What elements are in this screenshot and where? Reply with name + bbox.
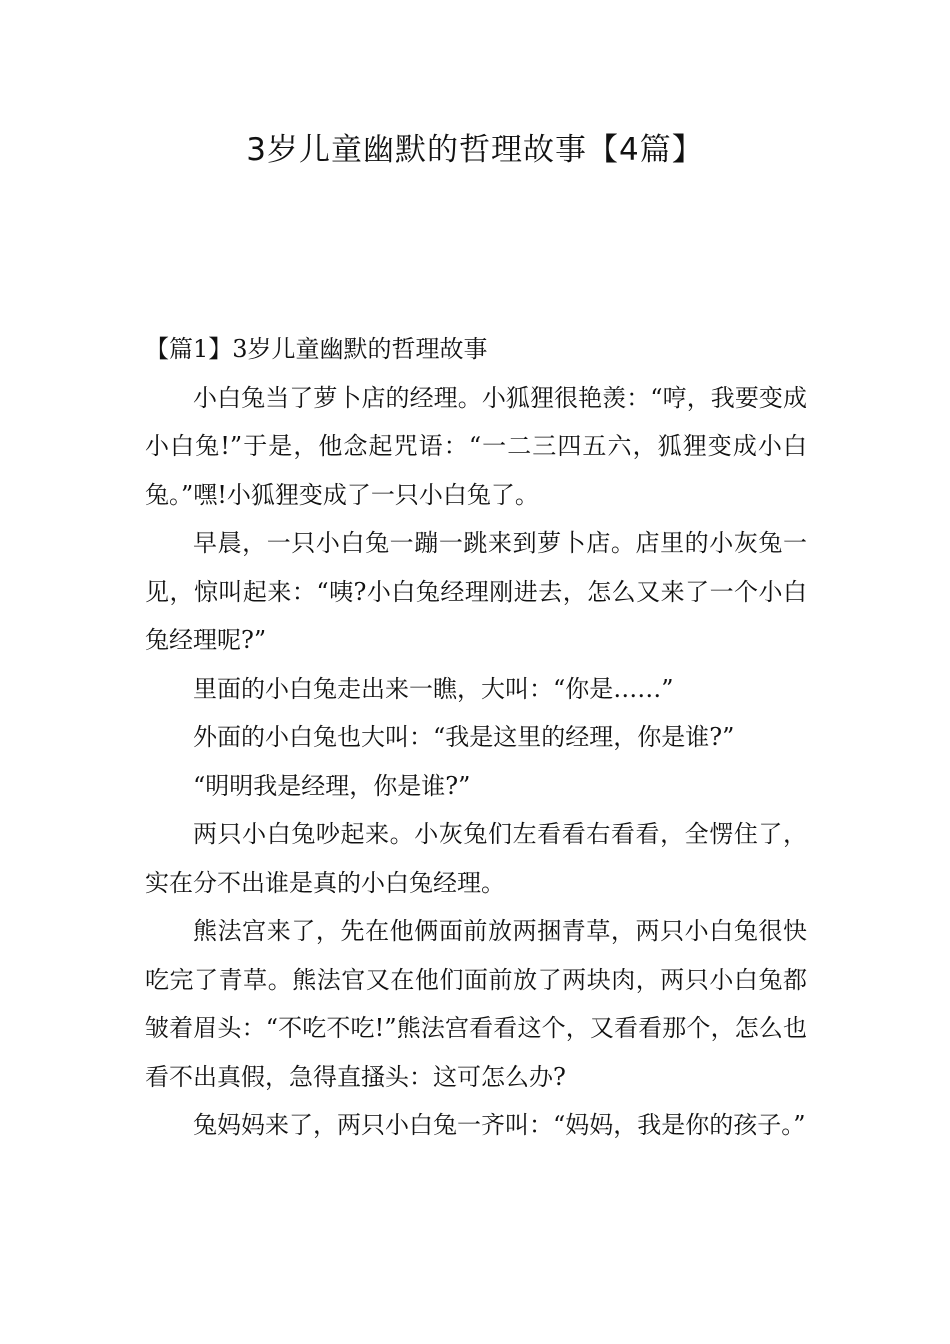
paragraph: 熊法宫来了，先在他俩面前放两捆青草，两只小白兔很快吃完了青草。熊法官又在他们面前放了两块肉，两只小白兔都皱着眉头：“不吃不吃!”熊法宫看看这个，又看看那个，怎么也看不出真假，急得直搔头：这可怎么办? [145,917,807,1091]
paragraph: 外面的小白兔也大叫：“我是这里的经理，你是谁?” [193,723,735,751]
paragraph: 早晨，一只小白兔一蹦一跳来到萝卜店。店里的小灰兔一见，惊叫起来：“咦?小白兔经理刚进去，怎么又来了一个小白兔经理呢?” [145,529,807,654]
paragraph: 里面的小白兔走出来一瞧，大叫：“你是……” [193,674,674,703]
document-body [145,325,807,1150]
document-title: 3岁儿童幽默的哲理故事【4篇】 [246,132,704,168]
paragraph: 两只小白兔吵起来。小灰兔们左看看右看看，全愣住了，实在分不出谁是真的小白兔经理。 [145,820,807,897]
paragraph: 小白兔当了萝卜店的经理。小狐狸很艳羡：“哼，我要变成小白兔!”于是，他念起咒语：“一二三四五六，狐狸变成小白兔。”嘿!小狐狸变成了一只小白兔了。 [145,383,807,509]
paragraph: “明明我是经理，你是谁?” [193,771,471,800]
paragraph: 兔妈妈来了，两只小白兔一齐叫：“妈妈，我是你的孩子。” [193,1111,806,1139]
section-heading: 【篇1】3岁儿童幽默的哲理故事 [145,335,488,363]
